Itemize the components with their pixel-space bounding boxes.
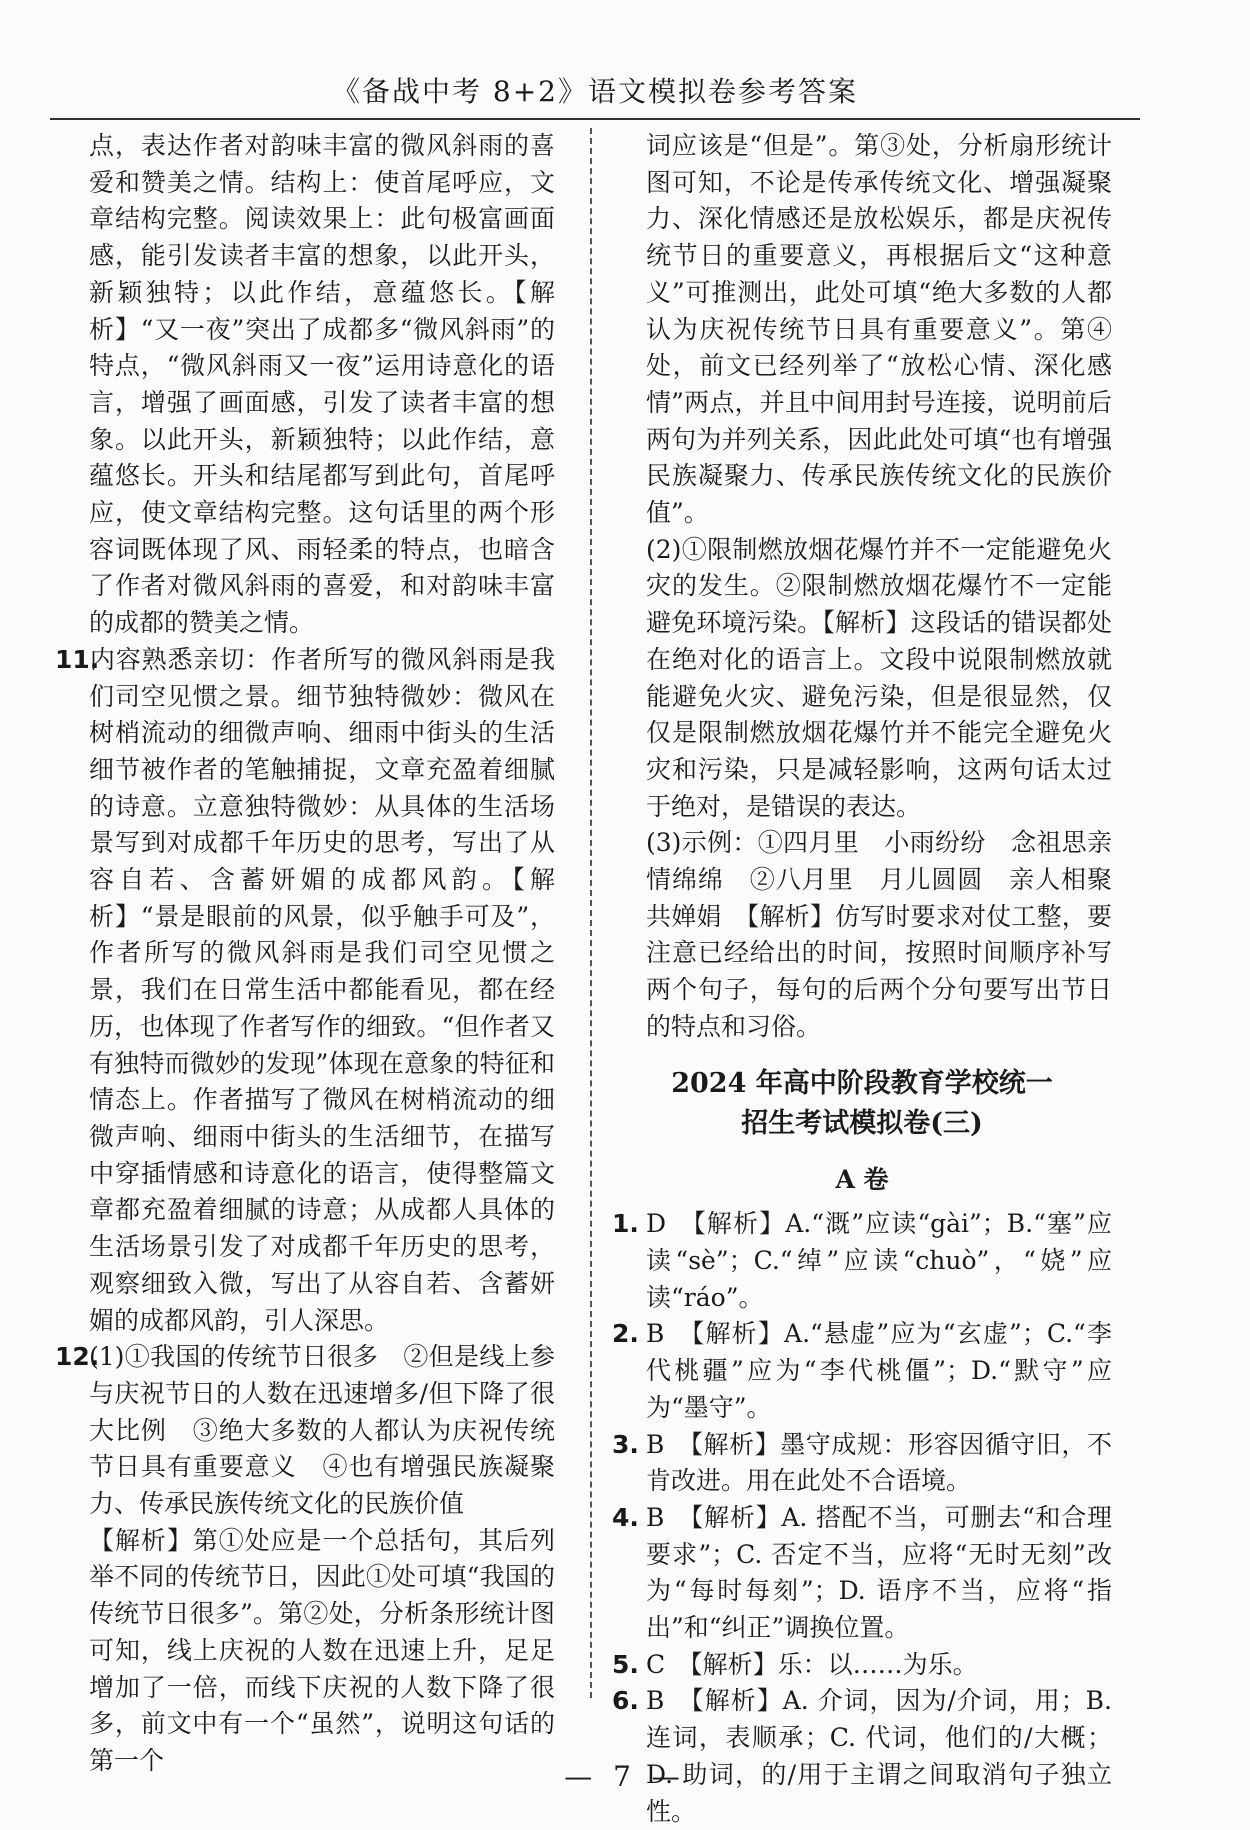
juan-heading: A 卷 — [835, 1164, 889, 1194]
paragraph-text: (1)①我国的传统节日很多 ②但是线上参与庆祝节日的人数在迅速增多/但下降了很大比例 ③绝大多数的人都认为庆祝传统节日具有重要意义 ④也有增强民族凝聚力、传承民族传统文化的民族价值 — [89, 1342, 555, 1519]
answer-item — [612, 1206, 1112, 1316]
answer-text: C 【解析】乐：以……为乐。 — [646, 1649, 978, 1679]
answer-12-continuation — [612, 128, 1112, 532]
question-number: 6. — [612, 1686, 639, 1716]
section-title — [612, 1064, 1112, 1144]
question-number: 11. — [55, 644, 100, 674]
column-divider — [590, 128, 592, 1698]
paragraph-text: 【解析】第①处应是一个总括句，其后列举不同的传统节日，因此①处可填“我国的传统节日很多”。第②处，分析条形统计图可知，线上庆祝的人数在迅速上升，足足增加了一倍，而线下庆祝的人数下降了很多，前文中有一个“虽然”，说明这句话的第一个 — [89, 1525, 555, 1775]
question-number: 4. — [612, 1502, 639, 1532]
answer-12-part2 — [612, 532, 1112, 826]
answer-12 — [55, 1339, 555, 1523]
answer-text: B 【解析】A. 介词，因为/介词，用；B. 连词，表顺承；C. 代词，他们的/大概；D. 助词，的/用于主谓之间取消句子独立性。 — [646, 1686, 1112, 1826]
section-title-line2: 招生考试模拟卷(三) — [741, 1107, 983, 1139]
paragraph-text: 词应该是“但是”。第③处，分析扇形统计图可知，不论是传承传统文化、增强凝聚力、深化情感还是放松娱乐，都是庆祝传统节日的重要意义，再根据后文“这种意义”可推测出，此处可填“绝大多数的人都认为庆祝传统节日具有重要意义”。第④处，前文已经列举了“放松心情、深化感情”两点，并且中间用封号连接，说明前后两句为并列关系，因此此处可填“也有增强民族凝聚力、传承民族传统文化的民族价值”。 — [646, 131, 1112, 528]
paragraph-text: 内容熟悉亲切：作者所写的微风斜雨是我们司空见惯之景。细节独特微妙：微风在树梢流动的细微声响、细雨中街头的生活细节被作者的笔触捕捉，文章充盈着细腻的诗意。立意独特微妙：从具体的生活场景写到对成都千年历史的思考，写出了从容自若、含蓄妍媚的成都风韵。【解析】“景是眼前的风景，似乎触手可及”，作者所写的微风斜雨是我们司空见惯之景，我们在日常生活中都能看见，都在经历，也体现了作者写作的细致。“但作者又有独特而微妙的发现”体现在意象的特征和情态上。作者描写了微风在树梢流动的细微声响、细雨中街头的生活细节，在描写中穿插情感和诗意化的语言，使得整篇文章都充盈着细腻的诗意；从成都人具体的生活场景引发了对成都千年历史的思考，观察细致入微，写出了从容自若、含蓄妍媚的成都风韵，引人深思。 — [89, 644, 555, 1335]
question-number: 1. — [612, 1209, 639, 1239]
header-divider — [50, 118, 1140, 120]
answer-12-analysis — [55, 1523, 555, 1780]
right-column — [612, 128, 1112, 1830]
answer-item — [612, 1500, 1112, 1647]
answer-item — [612, 1316, 1112, 1426]
left-column — [55, 128, 555, 1780]
answer-item — [612, 1683, 1112, 1830]
answer-12-part3 — [612, 825, 1112, 1045]
page-number: — 7 — — [564, 1760, 686, 1793]
question-number: 2. — [612, 1319, 639, 1349]
question-number: 3. — [612, 1429, 639, 1459]
question-number: 5. — [612, 1649, 639, 1679]
paragraph-text: (2)①限制燃放烟花爆竹并不一定能避免火灾的发生。②限制燃放烟花爆竹不一定能避免环境污染。【解析】这段话的错误都处在绝对化的语言上。文段中说限制燃放就能避免火灾、避免污染，但是很显然，仅仅是限制燃放烟花爆竹并不能完全避免火灾和污染，只是减轻影响，这两句话太过于绝对，是错误的表达。 — [646, 534, 1112, 821]
answer-text: D 【解析】A.“溉”应读“gài”；B.“塞”应读“sè”；C.“绰”应读“chuò”，“娆”应读“ráo”。 — [646, 1209, 1112, 1312]
paragraph-text: (3)示例：①四月里 小雨纷纷 念祖思亲情绵绵 ②八月里 月儿圆圆 亲人相聚共婵娟 【解析】仿写时要求对仗工整，要注意已经给出的时间，按照时间顺序补写两个句子，每句的后两个分句要写出节日的特点和习俗。 — [646, 828, 1112, 1041]
answer-11 — [55, 642, 555, 1339]
answer-text: B 【解析】墨守成规：形容因循守旧，不肯改进。用在此处不合语境。 — [646, 1429, 1112, 1496]
paragraph-text: 点，表达作者对韵味丰富的微风斜雨的喜爱和赞美之情。结构上：使首尾呼应，文章结构完整。阅读效果上：此句极富画面感，能引发读者丰富的想象，以此开头，新颖独特；以此作结，意蕴悠长。【解析】“又一夜”突出了成都多“微风斜雨”的特点，“微风斜雨又一夜”运用诗意化的语言，增强了画面感，引发了读者丰富的想象。以此开头，新颖独特；以此作结，意蕴悠长。开头和结尾都写到此句，首尾呼应，使文章结构完整。这句话里的两个形容词既体现了风、雨轻柔的特点，也暗含了作者对微风斜雨的喜爱，和对韵味丰富的成都的赞美之情。 — [89, 131, 555, 638]
answer-item — [612, 1647, 1112, 1684]
answer-item — [612, 1427, 1112, 1500]
question-number: 12. — [55, 1342, 100, 1372]
answer-continuation — [55, 128, 555, 642]
section-title-line1: 2024 年高中阶段教育学校统一 — [671, 1067, 1053, 1099]
page-header-title: 《备战中考 8+2》语文模拟卷参考答案 — [332, 75, 858, 108]
answer-text: B 【解析】A. 搭配不当，可删去“和合理要求”；C. 否定不当，应将“无时无刻”改为“每时每刻”；D. 语序不当，应将“指出”和“纠正”调换位置。 — [646, 1502, 1112, 1643]
answer-text: B 【解析】A.“悬虚”应为“玄虚”；C.“李代桃疆”应为“李代桃僵”；D.“默守”应为“墨守”。 — [646, 1319, 1112, 1422]
